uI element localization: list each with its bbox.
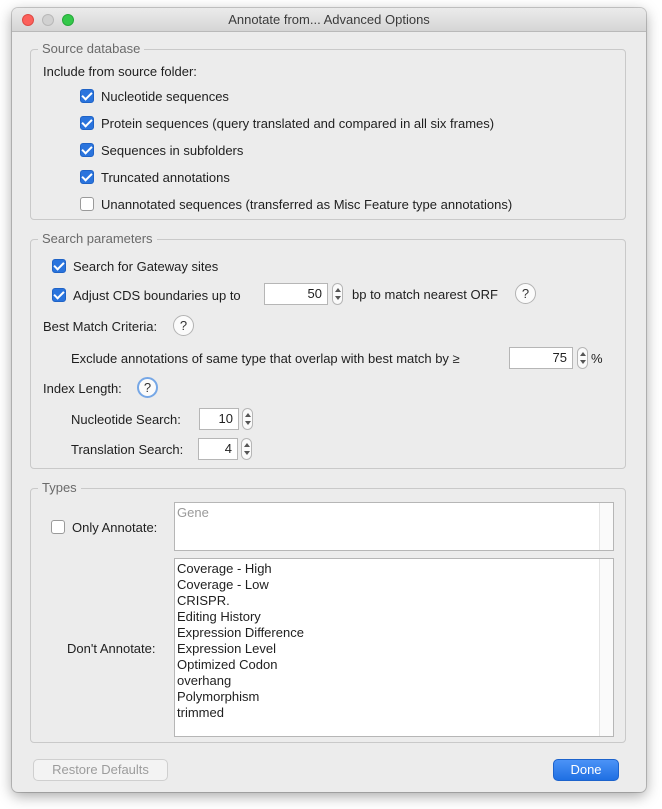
only-annotate-input[interactable] — [174, 502, 614, 551]
best-match-help-icon[interactable]: ? — [173, 315, 194, 336]
truncated-annotations-option[interactable] — [80, 167, 230, 187]
only-annotate-scrollbar[interactable] — [599, 503, 613, 550]
minimize-window-button[interactable] — [42, 14, 54, 26]
cds-help-icon[interactable]: ? — [515, 283, 536, 304]
nucleotide-sequences-checkbox[interactable] — [80, 89, 94, 103]
nucleotide-search-input[interactable]: 10 — [199, 408, 239, 430]
nucleotide-search-label: Nucleotide Search: — [71, 412, 181, 427]
title-bar — [12, 8, 646, 32]
search-parameters-legend: Search parameters — [38, 231, 157, 247]
include-from-source-label: Include from source folder: — [43, 64, 197, 79]
cds-boundary-stepper[interactable] — [332, 283, 343, 305]
protein-sequences-checkbox[interactable] — [80, 116, 94, 130]
translation-search-input[interactable]: 4 — [198, 438, 238, 460]
list-item[interactable]: Coverage - High — [177, 561, 272, 576]
restore-defaults-button[interactable]: Restore Defaults — [33, 759, 168, 781]
gateway-sites-option[interactable] — [52, 256, 218, 276]
adjust-cds-checkbox[interactable] — [52, 288, 66, 302]
gateway-sites-checkbox[interactable] — [52, 259, 66, 273]
adjust-cds-option[interactable] — [52, 285, 241, 305]
done-button[interactable]: Done — [553, 759, 619, 781]
source-database-legend: Source database — [38, 41, 144, 57]
protein-sequences-label: Protein sequences (query translated and compared in all six frames) — [101, 115, 495, 131]
dont-annotate-items — [177, 561, 304, 721]
search-parameters-group — [30, 231, 626, 469]
list-item[interactable]: Expression Level — [177, 641, 276, 656]
unannotated-sequences-label: Unannotated sequences (transferred as Misc Feature type annotations) — [101, 196, 513, 212]
cds-boundary-suffix: bp to match nearest ORF — [352, 287, 498, 302]
unannotated-sequences-option[interactable] — [80, 194, 512, 214]
source-database-group — [30, 41, 626, 220]
list-item[interactable]: Editing History — [177, 609, 261, 624]
only-annotate-placeholder: Gene — [177, 505, 209, 520]
types-legend: Types — [38, 480, 81, 496]
index-length-help-icon[interactable]: ? — [137, 377, 158, 398]
dialog-window — [12, 8, 646, 792]
only-annotate-label: Only Annotate: — [72, 519, 158, 535]
dont-annotate-scrollbar[interactable] — [599, 559, 613, 736]
only-annotate-option[interactable] — [51, 517, 157, 537]
nucleotide-sequences-label: Nucleotide sequences — [101, 88, 229, 104]
list-item[interactable]: overhang — [177, 673, 232, 688]
truncated-annotations-checkbox[interactable] — [80, 170, 94, 184]
zoom-window-button[interactable] — [62, 14, 74, 26]
only-annotate-checkbox[interactable] — [51, 520, 65, 534]
list-item[interactable]: CRISPR. — [177, 593, 230, 608]
subfolder-sequences-option[interactable] — [80, 140, 243, 160]
index-length-label: Index Length: — [43, 381, 122, 396]
truncated-annotations-label: Truncated annotations — [101, 169, 230, 185]
subfolder-sequences-label: Sequences in subfolders — [101, 142, 244, 158]
exclude-overlap-label: Exclude annotations of same type that overlap with best match by ≥ — [71, 351, 460, 366]
overlap-percent-stepper[interactable] — [577, 347, 588, 369]
list-item[interactable]: trimmed — [177, 705, 224, 720]
translation-search-stepper[interactable] — [241, 438, 252, 460]
percent-unit-label: % — [591, 351, 603, 366]
nucleotide-search-stepper[interactable] — [242, 408, 253, 430]
dont-annotate-label: Don't Annotate: — [67, 641, 156, 656]
list-item[interactable]: Expression Difference — [177, 625, 304, 640]
types-group — [30, 480, 626, 743]
overlap-percent-input[interactable]: 75 — [509, 347, 573, 369]
list-item[interactable]: Coverage - Low — [177, 577, 269, 592]
dont-annotate-list[interactable] — [174, 558, 614, 737]
protein-sequences-option[interactable] — [80, 113, 494, 133]
subfolder-sequences-checkbox[interactable] — [80, 143, 94, 157]
list-item[interactable]: Polymorphism — [177, 689, 260, 704]
window-title: Annotate from... Advanced Options — [228, 12, 430, 27]
list-item[interactable]: Optimized Codon — [177, 657, 278, 672]
cds-boundary-input[interactable]: 50 — [264, 283, 328, 305]
unannotated-sequences-checkbox[interactable] — [80, 197, 94, 211]
gateway-sites-label: Search for Gateway sites — [73, 258, 219, 274]
best-match-criteria-label: Best Match Criteria: — [43, 319, 158, 334]
adjust-cds-label: Adjust CDS boundaries up to — [73, 287, 241, 303]
translation-search-label: Translation Search: — [71, 442, 184, 457]
nucleotide-sequences-option[interactable] — [80, 86, 229, 106]
close-window-button[interactable] — [22, 14, 34, 26]
